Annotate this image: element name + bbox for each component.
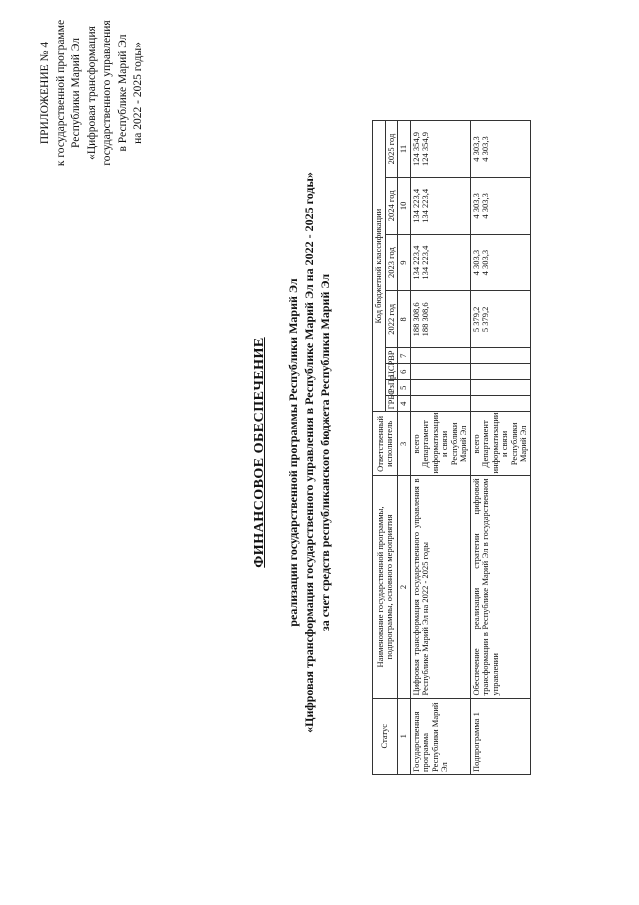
row-rzpr — [410, 380, 470, 396]
value-total: 4 303,3 — [470, 136, 481, 162]
column-number: 1 — [398, 698, 411, 774]
responsible-total-label: всего — [470, 434, 481, 454]
row-2023 — [410, 234, 470, 291]
row-name: Обеспечение реализации стратегии цифровой трансформации в Республике Марий Эл в государственном управлении — [470, 476, 530, 698]
header-2023: 2023 год — [385, 234, 398, 291]
column-number: 7 — [398, 348, 411, 364]
row-status: Государственная программа Республики Марий Эл — [410, 698, 470, 774]
document-subtitle: реализации государственной программы Республики Марий Эл — [286, 278, 300, 627]
value-department: 4 303,3 — [480, 249, 490, 276]
row-csr — [470, 364, 530, 380]
appendix-line: государственного управления — [101, 20, 113, 166]
appendix-line: в Республике Марий Эл — [116, 34, 129, 152]
value-total: 188 308,6 — [410, 302, 421, 337]
column-number: 6 — [398, 364, 411, 380]
header-2022: 2022 год — [385, 291, 398, 348]
funding-source-title: за счет средств республиканского бюджета Республики Марий Эл — [318, 273, 332, 632]
value-department: 134 223,4 — [420, 188, 430, 223]
row-rzpr — [470, 380, 530, 396]
appendix-line: Республики Марий Эл — [70, 38, 82, 149]
row-2025 — [470, 121, 530, 178]
header-2024: 2024 год — [385, 177, 398, 234]
appendix-line: на 2022 - 2025 годы» — [132, 42, 144, 144]
row-2024 — [470, 177, 530, 234]
value-total: 4 303,3 — [470, 193, 481, 219]
value-department: 4 303,3 — [480, 136, 490, 162]
header-vr: ВР — [385, 348, 398, 364]
value-total: 5 379,2 — [470, 306, 481, 333]
header-grbs: ГРБС — [385, 396, 398, 412]
row-status: Подпрограмма 1 — [470, 698, 530, 774]
column-number: 10 — [398, 177, 411, 234]
header-rzpr: РзПр — [385, 380, 398, 396]
column-number: 8 — [398, 291, 411, 348]
column-number: 9 — [398, 234, 411, 291]
column-number: 4 — [398, 396, 411, 412]
header-budget-code: Код бюджетной классификации — [373, 121, 386, 412]
value-total: 134 223,4 — [410, 245, 421, 280]
value-total: 134 223,4 — [410, 188, 421, 223]
row-vr — [470, 348, 530, 364]
row-responsible — [410, 412, 470, 476]
value-department: 124 354,9 — [420, 131, 430, 166]
column-number: 11 — [398, 121, 411, 178]
table-row — [470, 121, 530, 775]
row-2023 — [470, 234, 530, 291]
value-department: 4 303,3 — [480, 193, 490, 219]
value-total: 124 354,9 — [410, 131, 421, 166]
header-csr: ЦСР — [385, 364, 398, 380]
value-total: 4 303,3 — [470, 249, 481, 276]
appendix-line: к государственной программе — [54, 19, 67, 167]
value-department: 188 308,6 — [420, 302, 430, 337]
responsible-department: Департамент информатизации и связи Республики Марий Эл — [420, 412, 468, 474]
appendix-header — [38, 0, 147, 193]
row-csr — [410, 364, 470, 380]
value-department: 134 223,4 — [420, 245, 430, 280]
header-row — [373, 121, 386, 775]
header-name: Наименование государственной программы, подпрограммы, основного мероприятия — [373, 476, 398, 698]
financing-table — [372, 120, 531, 775]
program-name-title: «Цифровая трансформация государственного управления в Республике Марий Эл на 2022 - 2025 годы» — [302, 172, 316, 733]
column-number: 2 — [398, 476, 411, 698]
responsible-total-label: всего — [410, 434, 421, 454]
header-2025: 2025 год — [385, 121, 398, 178]
row-2025 — [410, 121, 470, 178]
row-responsible — [470, 412, 530, 476]
row-2024 — [410, 177, 470, 234]
appendix-line: «Цифровая трансформация — [85, 26, 98, 160]
row-name: Цифровая трансформация государственного управления в Республике Марий Эл на 2022 - 2025 годы — [410, 476, 470, 698]
header-responsible: Ответственный исполнитель — [373, 412, 398, 476]
column-number: 5 — [398, 380, 411, 396]
row-grbs — [470, 396, 530, 412]
responsible-department: Департамент информатизации и связи Республики Марий Эл — [480, 412, 528, 474]
row-grbs — [410, 396, 470, 412]
column-number-row — [398, 121, 411, 775]
row-2022 — [410, 291, 470, 348]
value-department: 5 379,2 — [480, 306, 490, 333]
table-row — [410, 121, 470, 775]
appendix-line: ПРИЛОЖЕНИЕ № 4 — [39, 41, 51, 145]
header-status: Статус — [373, 698, 398, 774]
row-vr — [410, 348, 470, 364]
document-title: ФИНАНСОВОЕ ОБЕСПЕЧЕНИЕ — [252, 337, 267, 568]
row-2022 — [470, 291, 530, 348]
column-number: 3 — [398, 412, 411, 476]
